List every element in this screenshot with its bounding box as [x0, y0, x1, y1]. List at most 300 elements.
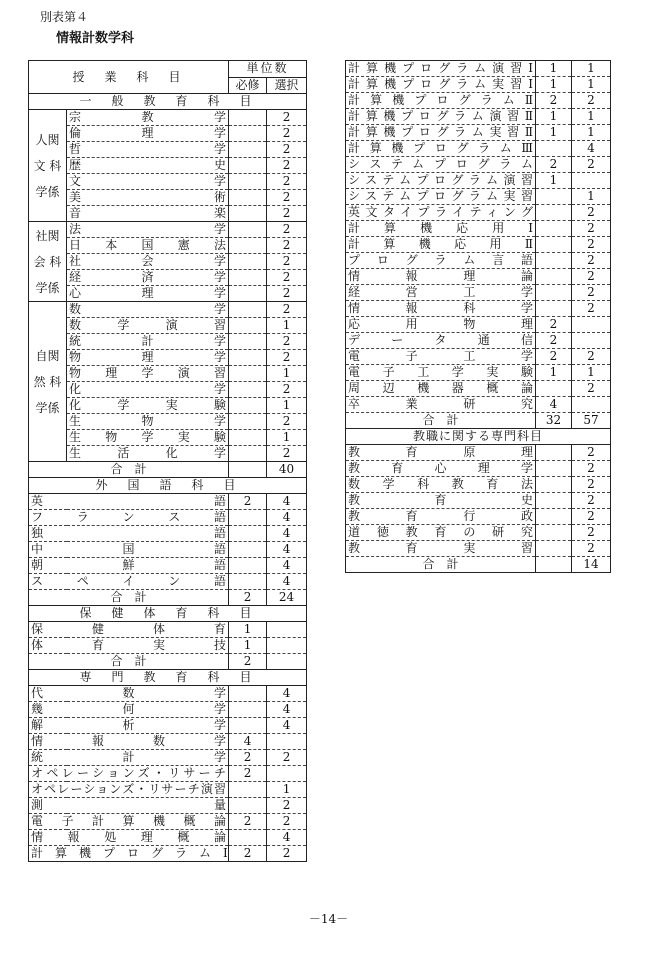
elective-credits: 57 [572, 413, 611, 429]
subject-name: 物 理 学 [67, 350, 229, 366]
group-label: 社関 会 科 学係 [29, 222, 67, 302]
table-row [29, 846, 307, 862]
subject-name: 教 育 原 理 [346, 445, 536, 461]
required-credits: 1 [229, 622, 267, 638]
table-row [29, 542, 307, 558]
table-row [346, 461, 611, 477]
subject-name: 経 済 学 [67, 270, 229, 286]
table-row [29, 718, 307, 734]
elective-credits: 2 [572, 461, 611, 477]
required-credits [536, 461, 572, 477]
elective-credits: 14 [572, 557, 611, 573]
table-row [29, 382, 307, 398]
subject-name: 測 量 [29, 798, 229, 814]
required-credits: 4 [536, 397, 572, 413]
elective-credits [572, 397, 611, 413]
subject-name: 化 学 [67, 382, 229, 398]
subject-name: 数 学 科 教 育 法 [346, 477, 536, 493]
elective-credits: 2 [267, 110, 307, 126]
required-credits [536, 237, 572, 253]
total-label: 合 計 [29, 654, 229, 670]
required-credits [229, 318, 267, 334]
table-row [29, 430, 307, 446]
required-credits [229, 126, 267, 142]
elective-credits [267, 638, 307, 654]
table-row [29, 238, 307, 254]
section-header-row [29, 606, 307, 622]
subject-name: 教 育 史 [346, 493, 536, 509]
table-row [29, 222, 307, 238]
table-row [29, 686, 307, 702]
subject-name: 計算機プログラムⅢ [346, 141, 536, 157]
required-credits: 2 [536, 317, 572, 333]
elective-credits: 4 [267, 510, 307, 526]
required-credits [229, 462, 267, 478]
table-row [346, 381, 611, 397]
total-row [29, 590, 307, 606]
table-row [29, 782, 307, 798]
elective-credits: 2 [267, 846, 307, 862]
required-credits: 2 [536, 333, 572, 349]
subject-name: 計算機プログラム演習Ⅰ [346, 61, 536, 77]
subject-name: 社 会 学 [67, 254, 229, 270]
elective-credits: 2 [267, 382, 307, 398]
required-credits: 2 [229, 494, 267, 510]
subject-name: システムプログラム [346, 157, 536, 173]
required-credits [229, 158, 267, 174]
required-credits [229, 430, 267, 446]
required-credits: 2 [536, 157, 572, 173]
required-credits: 1 [536, 365, 572, 381]
table-row [29, 302, 307, 318]
table-row [29, 526, 307, 542]
required-credits [536, 205, 572, 221]
table-row [29, 254, 307, 270]
subject-name: 計算機プログラムⅡ [346, 93, 536, 109]
elective-credits: 2 [267, 286, 307, 302]
subject-name: 心 理 学 [67, 286, 229, 302]
required-credits [536, 509, 572, 525]
table-row [346, 221, 611, 237]
subject-name: 情 報 科 学 [346, 301, 536, 317]
table-row [346, 477, 611, 493]
subject-name: 体 育 実 技 [29, 638, 229, 654]
elective-credits: 1 [267, 318, 307, 334]
curriculum-table-right [345, 60, 611, 573]
table-row [346, 445, 611, 461]
required-credits [229, 222, 267, 238]
elective-credits: 4 [267, 542, 307, 558]
subject-name: システムプログラム実習 [346, 189, 536, 205]
subject-name: 幾 何 学 [29, 702, 229, 718]
required-credits [229, 190, 267, 206]
elective-credits: 4 [572, 141, 611, 157]
table-row [29, 750, 307, 766]
required-credits: 1 [536, 77, 572, 93]
elective-credits: 2 [267, 158, 307, 174]
table-row [29, 622, 307, 638]
required-credits [229, 558, 267, 574]
elective-credits [267, 622, 307, 638]
group-label: 自関 然 科 学係 [29, 302, 67, 462]
subject-name: 情 報 処 理 概 論 [29, 830, 229, 846]
total-label: 合 計 [346, 413, 536, 429]
section-header-row [29, 94, 307, 110]
table-row [29, 702, 307, 718]
subject-name: 英 語 [29, 494, 229, 510]
table-row [29, 798, 307, 814]
subject-name: 情 報 数 学 [29, 734, 229, 750]
table-row [29, 126, 307, 142]
table-row [29, 494, 307, 510]
subject-name: オペレーションズ・リサーチ [29, 766, 229, 782]
section-header: 保 健 体 育 科 目 [29, 606, 307, 622]
subject-name: 数 学 [67, 302, 229, 318]
section-header-row [346, 429, 611, 445]
elective-credits: 4 [267, 686, 307, 702]
elective-credits: 1 [572, 125, 611, 141]
table-row [29, 830, 307, 846]
required-credits [229, 446, 267, 462]
subjects-header: 授 業 科 目 [29, 61, 229, 94]
required-credits [229, 350, 267, 366]
subject-name: 日 本 国 憲 法 [67, 238, 229, 254]
elective-credits: 24 [267, 590, 307, 606]
table-row [346, 509, 611, 525]
elective-credits: 4 [267, 558, 307, 574]
elective-credits: 4 [267, 702, 307, 718]
subject-name: 応 用 物 理 [346, 317, 536, 333]
table-row [346, 253, 611, 269]
table-row [346, 205, 611, 221]
required-credits [536, 493, 572, 509]
required-credits [229, 254, 267, 270]
subject-name: 生 活 化 学 [67, 446, 229, 462]
subject-name: 計 算 機 プ ロ グ ラ ム Ⅰ [29, 846, 229, 862]
elective-credits: 1 [267, 782, 307, 798]
required-credits [229, 782, 267, 798]
subject-name: 宗 教 学 [67, 110, 229, 126]
required-credits [229, 526, 267, 542]
table-row [346, 397, 611, 413]
subject-name: デ ー タ 通 信 [346, 333, 536, 349]
table-row [29, 814, 307, 830]
table-row [29, 558, 307, 574]
total-row [29, 654, 307, 670]
required-credits [229, 334, 267, 350]
subject-name: 経 営 工 学 [346, 285, 536, 301]
required-credits [229, 510, 267, 526]
curriculum-table-left [28, 60, 307, 862]
subject-name: 計 算 機 応 用 Ⅱ [346, 237, 536, 253]
table-row [346, 141, 611, 157]
section-header: 教職に関する専門科目 [346, 429, 611, 445]
elective-credits: 2 [267, 814, 307, 830]
table-row [29, 142, 307, 158]
elective-credits: 2 [267, 334, 307, 350]
group-label: 人関 文 科 学係 [29, 110, 67, 222]
required-credits [229, 206, 267, 222]
table-row [346, 189, 611, 205]
elective-credits: 2 [267, 302, 307, 318]
subject-name: 卒 業 研 究 [346, 397, 536, 413]
required-credits [229, 238, 267, 254]
subject-name: 英文タイプライティング [346, 205, 536, 221]
elective-credits: 2 [572, 221, 611, 237]
total-row [346, 557, 611, 573]
total-row [346, 413, 611, 429]
elective-credits: 2 [267, 798, 307, 814]
subject-name: 独 語 [29, 526, 229, 542]
table-row [29, 206, 307, 222]
section-header-row [29, 478, 307, 494]
required-credits [229, 398, 267, 414]
elective-credits [267, 734, 307, 750]
elective-credits: 4 [267, 574, 307, 590]
required-credits [229, 382, 267, 398]
subject-name: 電 子 計 算 機 概 論 [29, 814, 229, 830]
elective-credits: 2 [267, 174, 307, 190]
elective-credits [267, 766, 307, 782]
elective-credits: 2 [572, 157, 611, 173]
elective-credits: 2 [572, 509, 611, 525]
table-row [346, 333, 611, 349]
required-credits [229, 830, 267, 846]
elective-credits: 2 [572, 493, 611, 509]
required-credits [536, 477, 572, 493]
elective-credits: 40 [267, 462, 307, 478]
elective-credits: 2 [572, 525, 611, 541]
elective-credits: 2 [267, 270, 307, 286]
required-credits: 2 [229, 750, 267, 766]
elective-credits: 2 [572, 477, 611, 493]
required-credits: 1 [536, 125, 572, 141]
subject-name: 計算機プログラム演習Ⅱ [346, 109, 536, 125]
subject-name: 音 楽 [67, 206, 229, 222]
subject-name: 計算機プログラム実習Ⅱ [346, 125, 536, 141]
section-header: 専 門 教 育 科 目 [29, 670, 307, 686]
table-row [346, 109, 611, 125]
required-credits [536, 541, 572, 557]
required-credits [229, 366, 267, 382]
elective-credits: 1 [572, 77, 611, 93]
subject-name: 歴 史 [67, 158, 229, 174]
department-title: 情報計数学科 [56, 31, 135, 46]
elective-credits: 2 [267, 254, 307, 270]
elective-credits: 4 [267, 830, 307, 846]
elective-credits: 1 [572, 61, 611, 77]
total-label: 合 計 [29, 462, 229, 478]
subject-name: フ ラ ン ス 語 [29, 510, 229, 526]
required-credits [229, 798, 267, 814]
section-header-row [29, 670, 307, 686]
required-credits [229, 686, 267, 702]
subject-name: 統 計 学 [29, 750, 229, 766]
elective-credits: 2 [572, 541, 611, 557]
subject-name: 倫 理 学 [67, 126, 229, 142]
subject-name: 生 物 学 [67, 414, 229, 430]
elective-credits: 4 [267, 718, 307, 734]
table-row [346, 317, 611, 333]
table-row [29, 638, 307, 654]
elective-credits: 2 [267, 222, 307, 238]
subject-name: 周 辺 機 器 概 論 [346, 381, 536, 397]
section-header: 外 国 語 科 目 [29, 478, 307, 494]
required-credits [229, 110, 267, 126]
subject-name: 法 学 [67, 222, 229, 238]
total-label: 合 計 [29, 590, 229, 606]
subject-name: プ ロ グ ラ ム 言 語 [346, 253, 536, 269]
table-row [346, 93, 611, 109]
required-credits: 1 [229, 638, 267, 654]
table-row [346, 541, 611, 557]
required-credits [229, 414, 267, 430]
elective-credits: 2 [267, 206, 307, 222]
elective-credits: 2 [572, 253, 611, 269]
credits-header: 単位数 [229, 61, 307, 78]
elective-credits: 4 [267, 526, 307, 542]
elective-credits: 2 [267, 414, 307, 430]
elective-credits: 1 [267, 398, 307, 414]
elective-credits: 1 [572, 189, 611, 205]
subject-name: 数 学 演 習 [67, 318, 229, 334]
required-credits [536, 301, 572, 317]
elective-credits: 2 [267, 446, 307, 462]
elective-credits [572, 333, 611, 349]
table-row [29, 190, 307, 206]
elective-credits: 2 [267, 190, 307, 206]
elective-credits: 1 [267, 366, 307, 382]
table-row [346, 301, 611, 317]
subject-name: オペレーションズ・リサーチ演習 [29, 782, 229, 798]
required-credits [229, 718, 267, 734]
required-credits [536, 189, 572, 205]
subject-name: 電 子 工 学 [346, 349, 536, 365]
subject-name: 中 国 語 [29, 542, 229, 558]
required-credits: 2 [536, 93, 572, 109]
table-row [29, 398, 307, 414]
required-credits: 4 [229, 734, 267, 750]
subject-name: 計 算 機 応 用 Ⅰ [346, 221, 536, 237]
required-credits: 1 [536, 173, 572, 189]
table-row [29, 510, 307, 526]
subject-name: 教 育 実 習 [346, 541, 536, 557]
required-credits [536, 285, 572, 301]
elective-credits: 2 [572, 237, 611, 253]
elective-credits: 4 [267, 494, 307, 510]
elective-credits: 2 [572, 269, 611, 285]
subject-name: 文 学 [67, 174, 229, 190]
table-row [29, 734, 307, 750]
table-row [346, 125, 611, 141]
subject-name: システムプログラム演習 [346, 173, 536, 189]
required-credits: 2 [229, 654, 267, 670]
table-row [346, 525, 611, 541]
required-credits [229, 270, 267, 286]
total-label: 合 計 [346, 557, 536, 573]
elective-credits: 2 [572, 205, 611, 221]
elective-credits [267, 654, 307, 670]
table-row [346, 365, 611, 381]
table-row [346, 157, 611, 173]
elective-credits: 1 [572, 365, 611, 381]
table-row [29, 174, 307, 190]
subject-name: 哲 学 [67, 142, 229, 158]
required-credits [229, 702, 267, 718]
elective-credits: 2 [267, 350, 307, 366]
required-credits: 1 [536, 61, 572, 77]
required-credits: 2 [536, 349, 572, 365]
table-row [29, 350, 307, 366]
subject-name: 教 育 行 政 [346, 509, 536, 525]
elective-credits: 2 [572, 301, 611, 317]
table-row [346, 61, 611, 77]
table-row [29, 366, 307, 382]
elective-header: 選択 [267, 77, 307, 94]
required-header: 必修 [229, 77, 267, 94]
table-row [29, 318, 307, 334]
required-credits [536, 445, 572, 461]
elective-credits: 2 [572, 349, 611, 365]
required-credits [536, 381, 572, 397]
required-credits [536, 253, 572, 269]
subject-name: 電 子 工 学 実 験 [346, 365, 536, 381]
required-credits: 2 [229, 590, 267, 606]
subject-name: 化 学 実 験 [67, 398, 229, 414]
subject-name: 計算機プログラム実習Ⅰ [346, 77, 536, 93]
required-credits [536, 141, 572, 157]
table-row [29, 158, 307, 174]
table-row [29, 574, 307, 590]
elective-credits: 1 [267, 430, 307, 446]
table-row [29, 414, 307, 430]
required-credits [536, 525, 572, 541]
table-row [346, 349, 611, 365]
subject-name: 教 育 心 理 学 [346, 461, 536, 477]
elective-credits: 1 [572, 109, 611, 125]
subject-name: 物 理 学 演 習 [67, 366, 229, 382]
page-number: －14－ [308, 912, 349, 926]
required-credits [229, 174, 267, 190]
subject-name: 美 術 [67, 190, 229, 206]
elective-credits: 2 [267, 238, 307, 254]
table-row [29, 334, 307, 350]
table-header-row [29, 61, 307, 78]
required-credits [229, 286, 267, 302]
table-row [346, 269, 611, 285]
required-credits [536, 557, 572, 573]
subject-name: 統 計 学 [67, 334, 229, 350]
subject-name: ス ペ イ ン 語 [29, 574, 229, 590]
table-row [29, 270, 307, 286]
subject-name: 代 数 学 [29, 686, 229, 702]
elective-credits: 2 [572, 381, 611, 397]
required-credits: 2 [229, 814, 267, 830]
subject-name: 解 析 学 [29, 718, 229, 734]
subject-name: 情 報 理 論 [346, 269, 536, 285]
required-credits [536, 221, 572, 237]
table-row [29, 110, 307, 126]
required-credits [229, 542, 267, 558]
total-row [29, 462, 307, 478]
table-row [29, 286, 307, 302]
elective-credits: 2 [572, 445, 611, 461]
elective-credits: 2 [267, 126, 307, 142]
table-row [346, 493, 611, 509]
elective-credits: 2 [267, 750, 307, 766]
required-credits: 32 [536, 413, 572, 429]
elective-credits: 2 [572, 285, 611, 301]
